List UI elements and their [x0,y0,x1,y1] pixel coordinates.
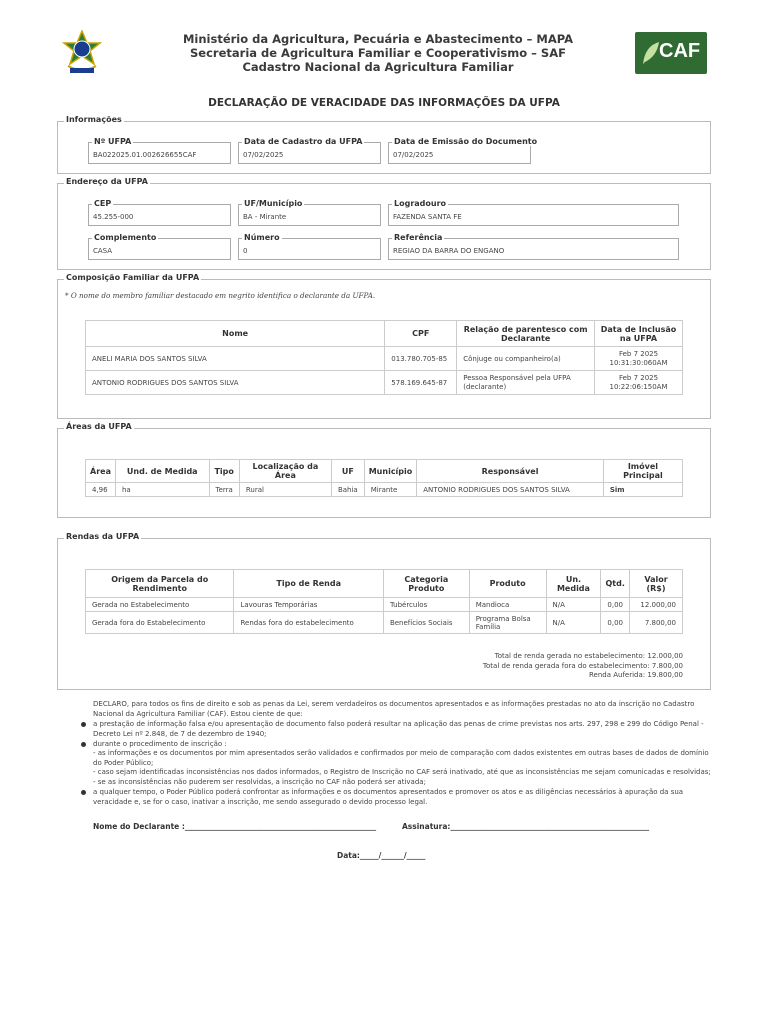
declaracao-item-1: a prestação de informação falsa e/ou apresentação de documento falso poderá resultar na aplicação das penas de crime previstas nos arts. 297, 298 e 299 do Código Penal - Decreto Lei nº 2.848, de 7 de dezembro de 1940; [93,720,704,738]
renda-totals [483,652,683,681]
numero-field [238,233,381,260]
field-label: Complemento [94,233,157,242]
cell-uf: Bahia [331,483,364,497]
column-header: Origem da Parcela do Rendimento [86,570,234,598]
caf-logo [635,32,707,74]
table-row [86,347,683,371]
column-header: UF [331,460,364,483]
field-value: CASA [93,247,113,255]
column-header: Tipo [209,460,239,483]
time-part: 10:31:30:060AM [609,358,668,367]
nufpa-field [88,137,231,164]
field-label: Referência [394,233,443,242]
column-header: Nome [86,321,385,347]
complemento-field [88,233,231,260]
bullet-icon [81,722,86,727]
field-value: REGIAO DA BARRA DO ENGANO [393,247,505,255]
section-legend: Áreas da UFPA [66,422,132,431]
field-label: Data de Cadastro da UFPA [244,137,363,146]
bullet-icon [81,742,86,747]
areas-table [85,459,683,497]
referencia-field [388,233,679,260]
cell-responsavel: ANTONIO RODRIGUES DOS SANTOS SILVA [417,483,604,497]
total-renda-externa: Total de renda gerada fora do estabelecimento: 7.800,00 [482,661,683,670]
uf-municipio-field [238,199,381,226]
cell-qtd: 0,00 [601,612,630,634]
field-label: Número [244,233,280,242]
cell-cpf: 013.780.705-85 [385,347,457,371]
caf-logo-text: CAF [659,40,701,62]
header-ministerio: Ministério da Agricultura, Pecuária e Abastecimento – MAPA [182,32,574,46]
cell-relacao: Pessoa Responsável pela UFPA (declarante) [457,371,595,395]
assinatura-line: Assinatura:_____________________________________________________ [402,822,650,831]
cell-un-medida: N/A [546,612,601,634]
cell-cpf: 578.169.645-87 [385,371,457,395]
field-label: Logradouro [394,199,447,208]
column-header: Imóvel Principal [603,460,682,483]
cell-relacao: Cônjuge ou companheiro(a) [457,347,595,371]
declaracao-intro: DECLARO, para todos os fins de direito e sob as penas da Lei, serem verdadeiros os documentos apresentados e as informações prestadas no ato da inscrição no Cadastro Nacional da Agricultura Familiar (CAF). Estou ciente de que: [93,700,695,718]
declaracao-item-2: durante o procedimento de inscrição : [93,740,227,748]
cell-imovel-principal: Sim [603,483,682,497]
header-cadastro: Cadastro Nacional da Agricultura Familiar [242,60,514,74]
section-legend: Informações [66,115,122,124]
cell-municipio: Mirante [364,483,417,497]
cell-tipo: Terra [209,483,239,497]
field-label: CEP [94,199,112,208]
section-legend: Composição Familiar da UFPA [66,273,200,282]
field-value: 07/02/2025 [393,151,434,159]
declaracao-item-3: a qualquer tempo, o Poder Público poderá confrontar as informações e os documentos apresentados e promover os atos e as diligências necessários à apuração da sua veracidade e, se for o caso, inativar a inscrição, me sendo assegurado o devido processo legal. [93,788,684,806]
column-header: Data de Inclusão na UFPA [595,321,683,347]
column-header: Município [364,460,417,483]
field-label: Nº UFPA [94,137,132,146]
section-endereco [57,177,711,270]
column-header: Produto [469,570,546,598]
field-value: 07/02/2025 [243,151,284,159]
declaracao-item-2b: - caso sejam identificadas inconsistências nos dados informados, o Registro de Inscrição no CAF será inativado, até que as inconsistências me sejam comunicadas e resolvidas; [93,768,711,776]
table-row [86,598,683,612]
cell-nome: ANELI MARIA DOS SANTOS SILVA [86,347,385,371]
cell-valor: 7.800,00 [630,612,683,634]
column-header: Área [86,460,116,483]
cell-localizacao: Rural [239,483,331,497]
cell-area: 4,96 [86,483,116,497]
column-header: CPF [385,321,457,347]
cell-data-inclusao [595,347,683,371]
cell-origem: Gerada fora do Estabelecimento [86,612,234,634]
data-line: Data:_____/______/_____ [337,851,426,860]
declaracao-item-2c: - se as inconsistências não puderem ser resolvidas, a inscrição no CAF não poderá ser ativada; [93,778,426,786]
field-value: BA - Mirante [243,213,287,221]
data-emissao-field [388,137,538,164]
column-header: Tipo de Renda [234,570,383,598]
bullet-icon [81,790,86,795]
field-label: UF/Município [244,199,303,208]
cell-categoria: Tubérculos [383,598,469,612]
column-header: Responsável [417,460,604,483]
page-title: DECLARAÇÃO DE VERACIDADE DAS INFORMAÇÕES DA UFPA [208,97,560,109]
column-header: Un. Medida [546,570,601,598]
section-informacoes [57,115,711,174]
field-value: FAZENDA SANTA FE [393,213,462,221]
cell-origem: Gerada no Estabelecimento [86,598,234,612]
composicao-table [85,320,683,395]
header-secretaria: Secretaria de Agricultura Familiar e Cooperativismo – SAF [190,46,566,60]
cell-un-medida: N/A [546,598,601,612]
cell-produto: Mandioca [469,598,546,612]
logradouro-field [388,199,679,226]
renda-auferida: Renda Auferida: 19.800,00 [588,671,683,679]
cell-tipo-renda: Lavouras Temporárias [234,598,383,612]
table-row [86,371,683,395]
column-header: Valor (R$) [630,570,683,598]
column-header: Qtd. [601,570,630,598]
cep-field [88,199,231,226]
cell-qtd: 0,00 [601,598,630,612]
brasao-emblem [60,30,104,76]
table-row [86,612,683,634]
column-header: Und. de Medida [115,460,209,483]
cell-tipo-renda: Rendas fora do estabelecimento [234,612,383,634]
cell-categoria: Benefícios Sociais [383,612,469,634]
cell-data-inclusao [595,371,683,395]
cell-valor: 12.000,00 [630,598,683,612]
column-header: Localização da Área [239,460,331,483]
field-value: 45.255-000 [93,213,134,221]
rendas-table [85,569,683,634]
field-value: BA022025.01.002626655CAF [93,151,197,159]
column-header: Relação de parentesco com Declarante [457,321,595,347]
date-part: Feb 7 2025 [618,373,659,382]
declaracao-item-2a: - as informações e os documentos por mim apresentados serão validados e confirmados por meio de comparação com dados existentes em outras bases de dados de domínio do Poder Público; [93,749,709,767]
total-renda-interna: Total de renda gerada no estabelecimento: 12.000,00 [494,652,683,660]
section-legend: Endereço da UFPA [66,177,148,186]
date-part: Feb 7 2025 [618,349,659,358]
field-value: 0 [243,247,248,255]
table-row [86,483,683,497]
section-legend: Rendas da UFPA [66,532,140,541]
cell-nome: ANTONIO RODRIGUES DOS SANTOS SILVA [86,371,385,395]
column-header: Categoria Produto [383,570,469,598]
cell-und: ha [115,483,209,497]
declarante-note: * O nome do membro familiar destacado em negrito identifica o declarante da UFPA. [65,291,376,300]
time-part: 10:22:06:150AM [609,382,668,391]
cell-produto: Programa Bolsa Família [469,612,546,634]
nome-declarante-line: Nome do Declarante :___________________________________________________ [93,822,377,831]
field-label: Data de Emissão do Documento [394,137,538,146]
data-cadastro-field [238,137,381,164]
